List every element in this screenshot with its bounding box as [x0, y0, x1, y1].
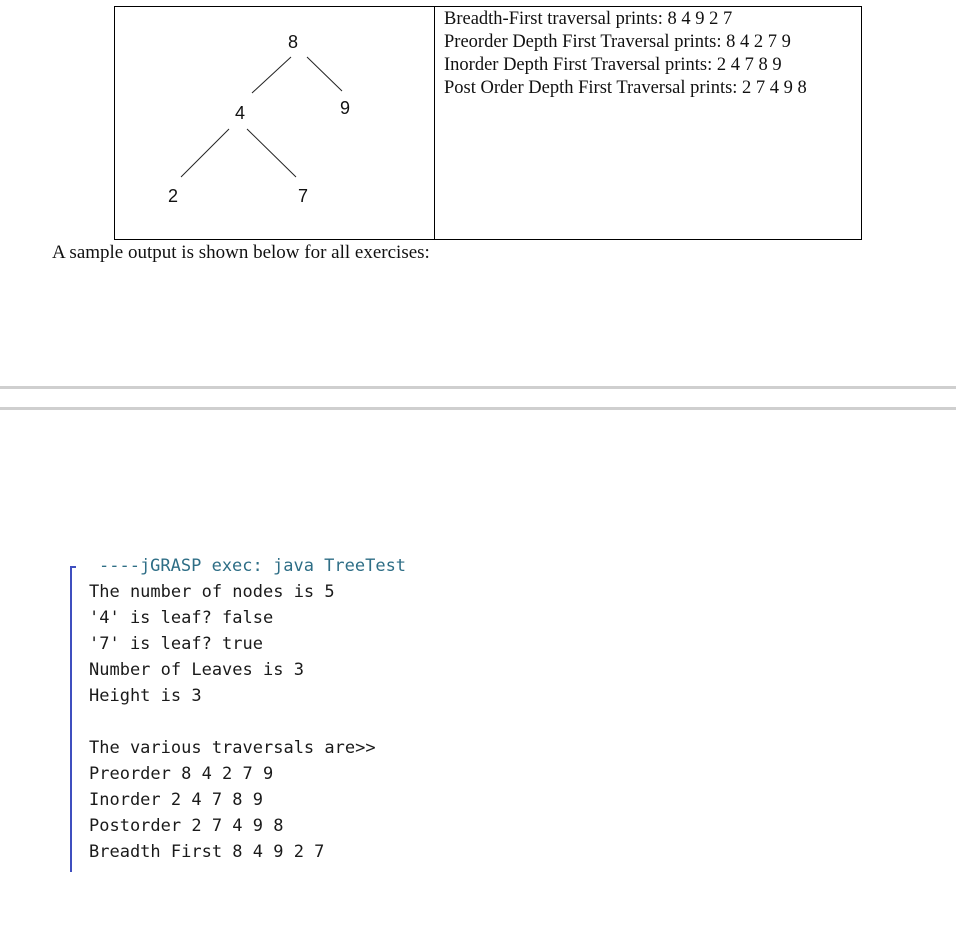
console-line: The number of nodes is 5 [89, 582, 335, 602]
inorder-line: Inorder Depth First Traversal prints: 2 4 7 8 9 [444, 55, 782, 75]
horizontal-rule-bottom [0, 407, 956, 410]
console-left-bar [70, 566, 72, 872]
tree-node-8: 8 [287, 32, 299, 52]
tree-edge-8-9 [307, 57, 342, 91]
tree-edge-8-4 [252, 57, 291, 93]
tree-edge-4-7 [247, 129, 296, 177]
sample-output-caption: A sample output is shown below for all exercises: [52, 242, 430, 263]
postorder-line: Post Order Depth First Traversal prints: 2 7 4 9 8 [444, 78, 807, 98]
traversal-descriptions [444, 8, 807, 100]
console-line: The various traversals are>> [89, 738, 376, 758]
console-line: Postorder 2 7 4 9 8 [89, 816, 284, 836]
table-column-divider [434, 6, 435, 240]
console-line: Preorder 8 4 2 7 9 [89, 764, 274, 784]
breadth-first-line: Breadth-First traversal prints: 8 4 9 2 7 [444, 9, 733, 29]
tree-node-2: 2 [167, 186, 179, 206]
console-line: '7' is leaf? true [89, 634, 263, 654]
binary-tree-diagram [115, 7, 434, 239]
horizontal-rule-top [0, 386, 956, 389]
console-line: Breadth First 8 4 9 2 7 [89, 842, 325, 862]
console-line [89, 709, 406, 735]
console-header: ----jGRASP exec: java TreeTest [99, 556, 407, 576]
tree-node-4: 4 [234, 103, 246, 123]
preorder-line: Preorder Depth First Traversal prints: 8 4 2 7 9 [444, 32, 791, 52]
tree-edge-4-2 [181, 129, 229, 177]
console-bar-tick [70, 566, 76, 568]
console-line: Height is 3 [89, 686, 202, 706]
console-output [89, 553, 406, 865]
console-line: Inorder 2 4 7 8 9 [89, 790, 263, 810]
tree-node-7: 7 [297, 186, 309, 206]
tree-node-9: 9 [339, 98, 351, 118]
console-line: '4' is leaf? false [89, 608, 274, 628]
console-line: Number of Leaves is 3 [89, 660, 304, 680]
